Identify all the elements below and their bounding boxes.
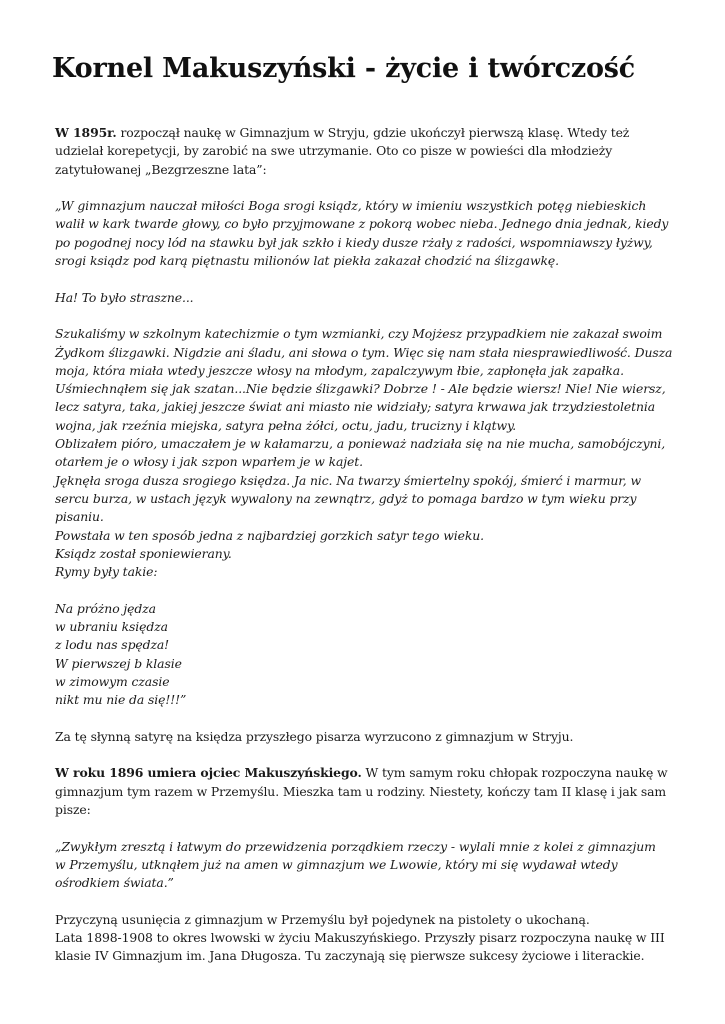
quote-line: Uśmiechnąłem się jak szatan...Nie będzie ślizgawki? Dobrze ! - Ale będzie wiersz! Nie! Nie wiersz,: [55, 381, 666, 397]
text-line: gimnazjum tym razem w Przemyślu. Mieszka tam u rodziny. Niestety, kończy tam II klasę i jak sam: [55, 783, 667, 799]
text-line: Lata 1898-1908 to okres lwowski w życiu Makuszyńskiego. Przyszły pisarz rozpoczyna naukę w III: [55, 930, 665, 946]
quote-line: Jęknęła sroga dusza srogiego księdza. Ja nic. Na twarzy śmiertelny spokój, śmierć i marmur, w: [55, 472, 641, 488]
bold-year: W 1895r.: [55, 125, 117, 140]
text-line: Za tę słynną satyrę na księdza przyszłego pisarza wyrzucono z gimnazjum w Stryju.: [55, 728, 574, 744]
quote-block-4: [55, 838, 695, 893]
quote-line: sercu burza, w ustach język wywalony na zewnątrz, gdyż to pomaga bardzo w tym wieku przy: [55, 490, 637, 506]
quote-block-3: [55, 325, 695, 581]
quote-line: otarłem je o włosy i jak szpon wparłem je w kajet.: [55, 454, 363, 470]
quote-line: Szukaliśmy w szkolnym katechizmie o tym wzmianki, czy Mojżesz przypadkiem nie zakazał swoim: [55, 326, 663, 342]
quote-line: Powstała w ten sposób jedna z najbardziej gorzkich satyr tego wieku.: [55, 527, 484, 543]
quote-line: srogi ksiądz pod karą piętnastu milionów lat piekła zakazał chodzić na ślizgawkę.: [55, 253, 559, 269]
quote-line: walił w kark twarde głowy, co było przyjmowane z pokorą wobec nieba. Jednego dnia jednak, kiedy: [55, 216, 669, 232]
text-line: zatytułowanej „Bezgrzeszne lata”:: [55, 161, 267, 177]
text-line: klasie IV Gimnazjum im. Jana Długosza. Tu zaczynają się pierwsze sukcesy życiowe i literackie.: [55, 948, 645, 964]
poem-line: nikt mu nie da się!!!”: [55, 692, 187, 708]
poem-line: w zimowym czasie: [55, 673, 170, 689]
quote-line: lecz satyra, taka, jakiej jeszcze świat ani miasto nie widziały; satyra krwawa jak trzydziestoletnia: [55, 399, 656, 415]
page-title: Kornel Makuszyński - życie i twórczość: [52, 53, 636, 84]
article-body: [55, 124, 695, 984]
paragraph-stryj: [55, 124, 695, 179]
paragraph-przemysl: [55, 764, 695, 819]
quote-line: pisaniu.: [55, 509, 104, 525]
paragraph-expelled: [55, 728, 695, 746]
quote-line: po pogodnej nocy lód na stawku był jak szkło i kiedy dusze rżały z radości, wspomniawszy łyżwy,: [55, 234, 653, 250]
poem-line: z lodu nas spędza!: [55, 637, 170, 653]
quote-line: Żydkom ślizgawki. Nigdzie ani śladu, ani słowa o tym. Więc się nam stała niesprawiedliwość. Dusza: [55, 344, 673, 360]
bold-father-death: W roku 1896 umiera ojciec Makuszyńskiego.: [55, 765, 362, 781]
text-line: W 1895r. rozpoczął naukę w Gimnazjum w Stryju, gdzie ukończył pierwszą klasę. Wtedy też: [55, 125, 630, 140]
quote-line: moja, która miała wtedy jeszcze włosy na młodym, zapalczywym łbie, zapłonęła jak zapałka.: [55, 362, 624, 378]
quote-line: Ksiądz został sponiewierany.: [55, 545, 232, 561]
text-line: pisze:: [55, 801, 91, 817]
text-line: W roku 1896 umiera ojciec Makuszyńskiego. W tym samym roku chłopak rozpoczyna naukę w: [55, 765, 668, 781]
quote-line: Ha! To było straszne...: [55, 289, 194, 305]
quote-line: ośrodkiem świata.”: [55, 875, 174, 891]
quote-line: „W gimnazjum nauczał miłości Boga srogi ksiądz, który w imieniu wszystkich potęg niebieskich: [55, 198, 647, 214]
paragraph-lwow: [55, 911, 695, 966]
poem-block: [55, 600, 695, 710]
quote-line: Oblizałem pióro, umaczałem je w kałamarzu, a ponieważ nadziała się na nie mucha, samobójczyni,: [55, 436, 666, 452]
poem-line: W pierwszej b klasie: [55, 655, 182, 671]
quote-line: „Zwykłym zresztą i łatwym do przewidzenia porządkiem rzeczy - wylali mnie z kolei z gimnazjum: [55, 838, 656, 854]
poem-line: Na próżno jędza: [55, 600, 156, 616]
quote-line: wojna, jak rzeźnia miejska, satyra pełna żółci, octu, jadu, trucizny i klątwy.: [55, 417, 517, 433]
quote-line: Rymy były takie:: [55, 564, 158, 580]
text-line: udzielał korepetycji, by zarobić na swe utrzymanie. Oto co pisze w powieści dla młodzieży: [55, 143, 613, 159]
quote-block-1: [55, 197, 695, 270]
poem-line: w ubraniu księdza: [55, 619, 168, 635]
quote-line: w Przemyślu, utknąłem już na amen w gimnazjum we Lwowie, który mi się wydawał wtedy: [55, 856, 618, 872]
quote-block-2: [55, 289, 695, 307]
text-line: Przyczyną usunięcia z gimnazjum w Przemyślu był pojedynek na pistolety o ukochaną.: [55, 911, 590, 927]
